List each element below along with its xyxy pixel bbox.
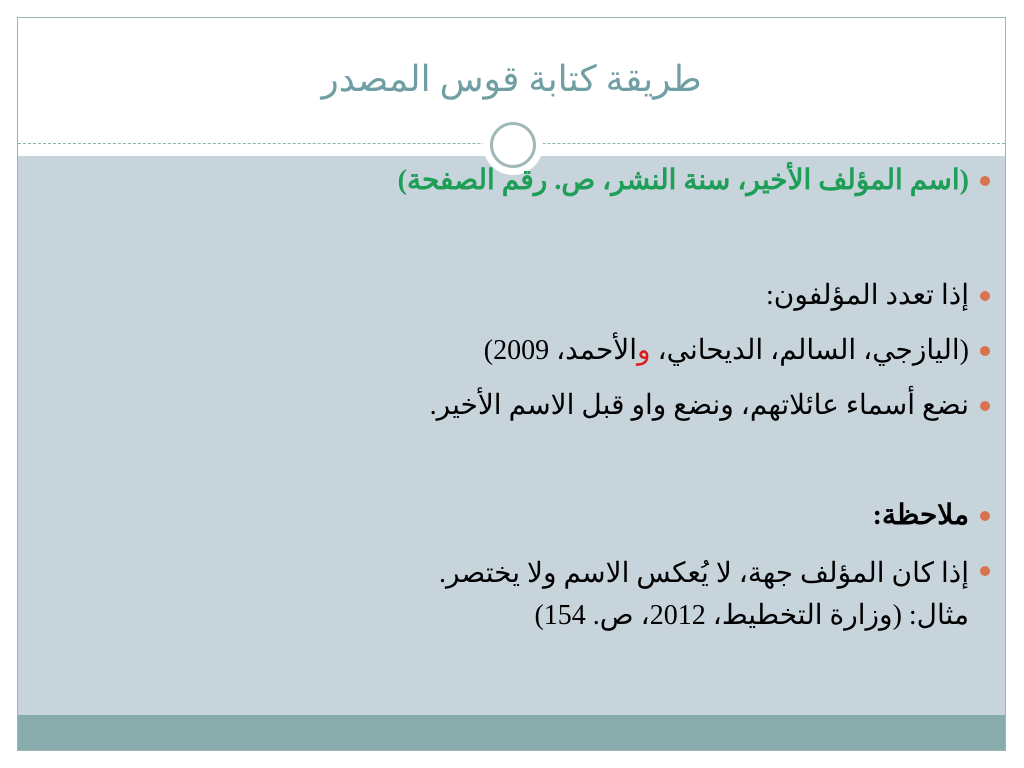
footer-bar [18,715,1005,750]
bullet-note [439,553,969,637]
slide-title: طريقة كتابة قوس المصدر [321,59,702,99]
bullet-dot-icon [980,291,990,301]
slide [17,17,1006,751]
rule-text: نضع أسماء عائلاتهم، ونضع واو قبل الاسم الأخير. [429,390,969,421]
bullet-example [484,333,969,369]
bullet-dot-icon [980,566,990,576]
bullet-dot-icon [980,401,990,411]
bullet-dot-icon [980,346,990,356]
bullet-dot-icon [980,511,990,521]
note-text: إذا كان المؤلف جهة، لا يُعكس الاسم ولا يختصر. [438,558,969,589]
bullet-dot-icon [980,176,990,186]
multiple-authors-text: إذا تعدد المؤلفون: [766,280,969,311]
circle-ring-icon [490,122,536,168]
bullet-rule [430,388,969,424]
example-connector: و [637,335,651,366]
example-text-after: الأحمد، 2009) [483,335,638,366]
citation-format-text: (اسم المؤلف الأخير، سنة النشر، ص. رقم الصفحة) [397,165,969,196]
bullet-citation-format [398,163,969,199]
note-heading-text: ملاحظة: [872,500,969,531]
bullet-note-heading [873,498,969,534]
note-example-text: مثال: (وزارة التخطيط، 2012، ص. 154) [534,600,969,631]
example-text-before: (اليازجي، السالم، الديحاني، [650,335,969,366]
bullet-multiple-authors [766,278,969,314]
